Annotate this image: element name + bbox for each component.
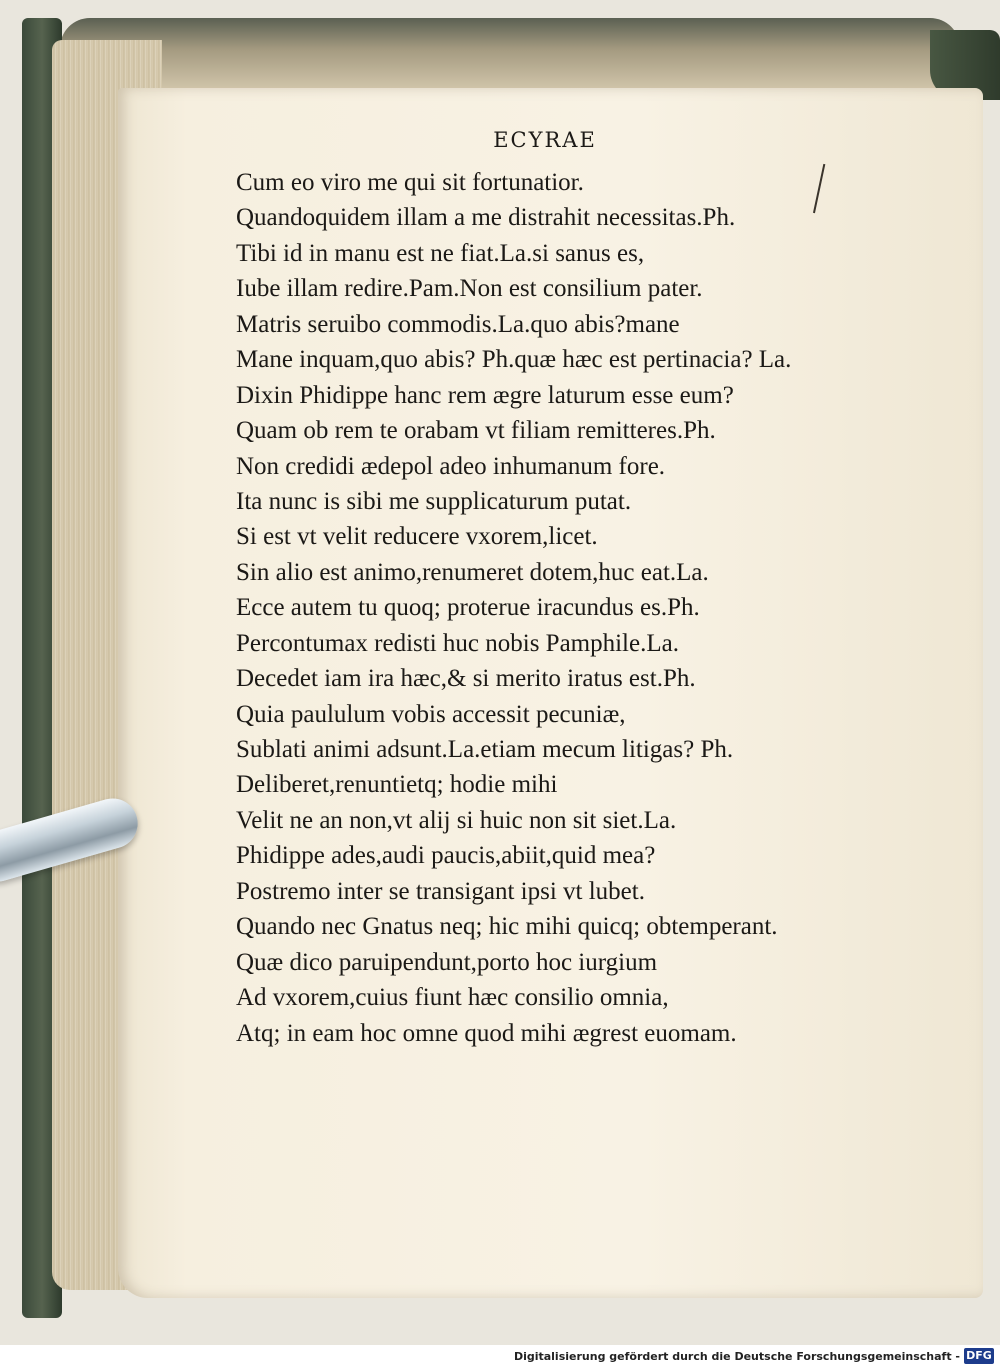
verse-line: Cum eo viro me qui sit fortunatior.	[236, 169, 584, 196]
funding-credit: Digitalisierung gefördert durch die Deutsche Forschungsgemeinschaft -	[513, 1350, 960, 1363]
verse-line: Sin alio est animo,renumeret dotem,huc eat.La.	[236, 558, 709, 586]
verse-line: Phidippe ades,audi paucis,abiit,quid mea?	[236, 842, 656, 870]
verse-line: Decedet iam ira hæc,& si merito iratus est.Ph.	[236, 665, 696, 693]
verse-line: Sublati animi adsunt.La.etiam mecum litigas? Ph.	[236, 736, 734, 763]
verse-line: Atq; in eam hoc omne quod mihi ægrest euomam.	[236, 1019, 737, 1047]
verse-line: Si est vt velit reducere vxorem,licet.	[236, 523, 598, 551]
verse-line: Quæ dico paruipendunt,porto hoc iurgium	[236, 948, 658, 976]
verse-line: Deliberet,renuntietq; hodie mihi	[236, 771, 558, 799]
verse-text	[236, 165, 856, 1051]
verse-line: Quando nec Gnatus neq; hic mihi quicq; obtemperant.	[236, 913, 778, 941]
footer-bar	[0, 1345, 1000, 1369]
verse-line: Non credidi ædepol adeo inhumanum fore.	[236, 452, 666, 480]
verse-line: Postremo inter se transigant ipsi vt lubet.	[236, 877, 645, 905]
verse-line: Dixin Phidippe hanc rem ægre laturum esse eum?	[236, 381, 734, 409]
verse-line: Quandoquidem illam a me distrahit necessitas.Ph.	[236, 204, 736, 232]
verse-line: Ad vxorem,cuius fiunt hæc consilio omnia,	[236, 984, 669, 1012]
verse-line: Mane inquam,quo abis? Ph.quæ hæc est pertinacia? La.	[236, 346, 792, 374]
verse-line: Percontumax redisti huc nobis Pamphile.La.	[236, 629, 679, 657]
verse-line: Matris seruibo commodis.La.quo abis?mane	[236, 310, 680, 338]
running-head: ECYRAE	[493, 128, 597, 152]
verse-line: Tibi id in manu est ne fiat.La.si sanus es,	[236, 239, 645, 267]
verse-line: Ita nunc is sibi me supplicaturum putat.	[236, 487, 632, 515]
dfg-logo: DFG	[964, 1348, 994, 1364]
book-top-edge	[60, 18, 960, 96]
verse-line: Iube illam redire.Pam.Non est consilium pater.	[236, 275, 703, 303]
verse-line: Quam ob rem te orabam vt filiam remitteres.Ph.	[236, 417, 716, 445]
verse-line: Quia paululum vobis accessit pecuniæ,	[236, 700, 626, 728]
bleed-through-text	[835, 125, 985, 1125]
verse-line: Velit ne an non,vt alij si huic non sit siet.La.	[236, 806, 677, 834]
verse-line: Ecce autem tu quoq; proterue iracundus es.Ph.	[236, 594, 700, 622]
